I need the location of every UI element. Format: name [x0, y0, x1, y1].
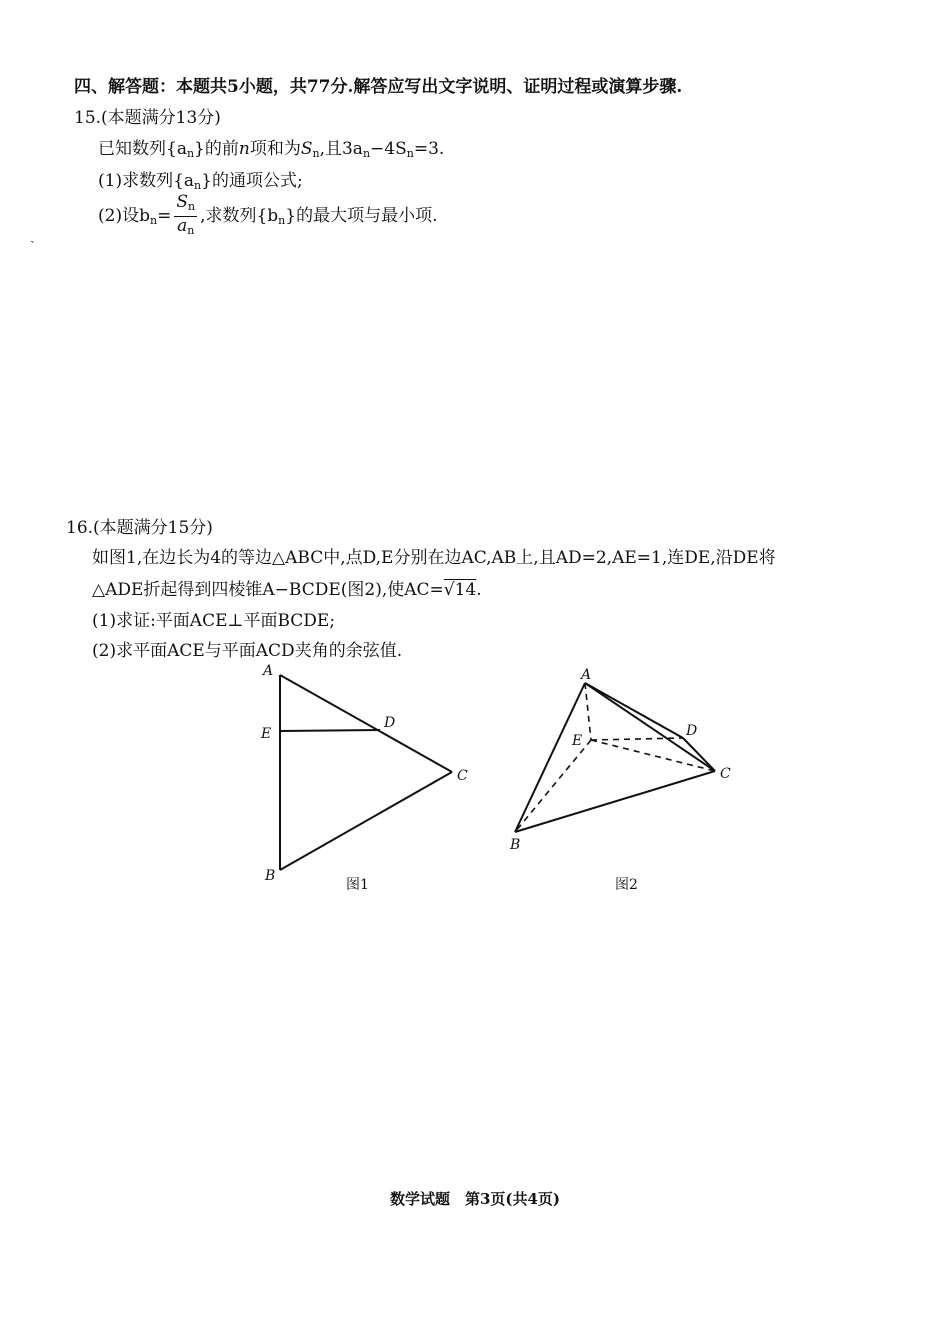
- fig1-label-C: C: [457, 768, 468, 784]
- q16-line1: 如图1,在边长为4的等边△ABC中,点D,E分别在边AC,AB上,且AD=2,AE=1,连DE,沿DE将: [92, 548, 776, 568]
- q16-part2: (2)求平面ACE与平面ACD夹角的余弦值.: [92, 641, 403, 661]
- q15-given: 已知数列$\{a_n\}$的前n项和为$S_n$,且$3a_n-4S_n=3$.: [98, 139, 445, 160]
- page-footer: 数学试题 第3页(共4页): [389, 1190, 561, 1208]
- fig2-edge-AB: [515, 683, 585, 832]
- section-heading: 四、解答题：本题共5小题，共77分.解答应写出文字说明、证明过程或演算步骤.: [74, 77, 683, 97]
- fig2-label-E: E: [572, 733, 583, 749]
- fig2-label-D: D: [686, 723, 698, 739]
- fig1-edge-AC: [280, 675, 452, 772]
- fig2-label-B: B: [510, 837, 521, 853]
- fig2-edge-DC: [683, 738, 715, 771]
- q15-part2: (2)设$b_n=$ $\frac{S_n}{a_n}$ ,求数列$\{b_n\}$的最大项与最小项.: [98, 193, 438, 240]
- fig2-edge-AD: [585, 683, 683, 738]
- fig2-edge-AE: [585, 683, 591, 740]
- fig2-label-C: C: [720, 766, 731, 782]
- q15-title: 15.(本题满分13分): [74, 108, 221, 128]
- fig1-label-B: B: [265, 868, 276, 884]
- sqrt-14: √14: [443, 580, 477, 600]
- fig2-label-A: A: [581, 667, 592, 683]
- q16-part1: (1)求证:平面ACE⊥平面BCDE;: [92, 611, 336, 631]
- fig1-caption: 图1: [346, 877, 369, 893]
- figure-2-hidden-edges: [515, 683, 715, 832]
- fig1-label-A: A: [263, 663, 274, 679]
- fig2-caption: 图2: [615, 877, 638, 893]
- fig1-edge-ED: [280, 730, 380, 731]
- fig1-edge-BC: [280, 772, 452, 870]
- fig2-edge-EC: [591, 740, 715, 771]
- stray-mark: ˎ: [30, 228, 35, 244]
- q16-title: 16.(本题满分15分): [66, 518, 213, 538]
- figure-2: [515, 683, 715, 832]
- q15-part1: (1)求数列$\{a_n\}$的通项公式;: [98, 171, 303, 192]
- q16-line2: △ADE折起得到四棱锥A−BCDE(图2),使AC=√14.: [92, 580, 482, 600]
- fig1-label-E: E: [261, 726, 272, 742]
- fig1-label-D: D: [384, 715, 396, 731]
- fig2-edge-BC: [515, 771, 715, 832]
- fig2-edge-EB: [515, 740, 591, 832]
- figure-1: [280, 675, 452, 870]
- fraction-s-over-a: $\frac{S_n}{a_n}$: [176, 192, 196, 237]
